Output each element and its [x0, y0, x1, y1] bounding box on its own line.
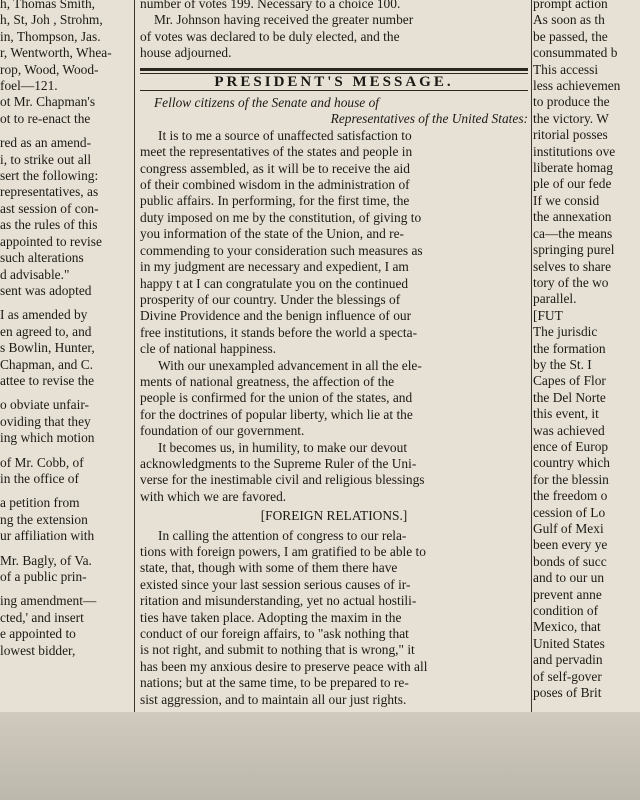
left-column-line: sent was adopted	[0, 282, 92, 298]
left-column-line: s Bowlin, Hunter,	[0, 340, 95, 356]
left-column-line: red as an amend-	[0, 135, 92, 151]
body-line: acknowledgments to the Supreme Ruler of the Uni-	[140, 455, 417, 471]
left-column-line: Mr. Bagly, of Va.	[0, 552, 92, 568]
right-column-line: condition of	[533, 603, 599, 619]
left-column-line	[0, 299, 130, 307]
result-line: house adjourned.	[140, 45, 232, 61]
body-line: is not right, and submit to nothing that is wrong," it	[140, 642, 415, 658]
left-column-line	[0, 585, 130, 593]
body-line: verse for the inestimable civil and religious blessings	[140, 472, 425, 488]
body-line: in my judgment are necessary and expedient, I am	[140, 259, 409, 275]
right-column-line: institutions ove	[533, 143, 616, 159]
paragraph-2	[140, 358, 528, 440]
body-line: happy t at I can congratulate you on the continued	[140, 275, 409, 291]
right-column-line: bonds of succ	[533, 553, 607, 569]
right-column-line: ritorial posses	[533, 127, 608, 143]
left-column-line: of Mr. Cobb, of	[0, 454, 84, 470]
right-column-line: been every ye	[533, 537, 608, 553]
result-line: of votes was declared to be duly elected, and the	[140, 28, 400, 44]
right-column-line: for the blessin	[533, 471, 609, 487]
right-column-line: The jurisdic	[533, 324, 598, 340]
left-column-line: ot Mr. Chapman's	[0, 94, 96, 110]
right-column-line: [FUT	[533, 307, 563, 323]
body-line: prosperity of our country. Under the blessings of	[140, 291, 401, 307]
left-column-line	[0, 127, 130, 135]
body-line: has been my anxious desire to preserve peace with all	[140, 658, 428, 674]
right-column-line: poses of Brit	[533, 685, 602, 701]
right-column-line: the formation	[533, 340, 606, 356]
right-column-line: This accessi	[533, 61, 599, 77]
body-line: state, that, though with some of them there have	[140, 560, 398, 576]
right-column-line: As soon as th	[533, 12, 605, 28]
result-line: Mr. Johnson having received the greater number	[154, 12, 414, 28]
article-heading: PRESIDENT'S MESSAGE.	[214, 73, 454, 90]
right-column-line: the victory. W	[533, 110, 609, 126]
right-column-line: Mexico, that	[533, 619, 601, 635]
left-column-line: rop, Wood, Wood-	[0, 61, 99, 77]
body-line: free institutions, it stands before the world a specta-	[140, 324, 418, 340]
right-column-line: this event, it	[533, 406, 599, 422]
left-column-line: a petition from	[0, 495, 80, 511]
left-column-line	[0, 545, 130, 553]
left-column-line: Chapman, and C.	[0, 356, 93, 372]
body-line: you information of the state of the Union, and re-	[140, 226, 405, 242]
right-column-line: ca—the means	[533, 225, 613, 241]
right-column-line: country which	[533, 455, 610, 471]
left-column-line: appointed to revise	[0, 233, 102, 249]
right-column-line: Gulf of Mexi	[533, 521, 604, 536]
right-column-line: prevent anne	[533, 586, 602, 602]
left-column-line: sert the following:	[0, 168, 99, 184]
paragraph-4	[140, 528, 528, 708]
left-column-line: ing amendment—	[0, 593, 97, 609]
right-column-line: be passed, the	[533, 28, 608, 44]
right-column-line: selves to share	[533, 258, 612, 274]
body-line: public affairs. In performing, for the first time, the	[140, 193, 410, 209]
body-line: with which we are favored.	[140, 488, 287, 504]
right-column-line: by the St. I	[533, 356, 592, 372]
right-column-line: If we consid	[533, 192, 600, 208]
left-column-line	[0, 389, 130, 397]
body-line: In calling the attention of congress to our rela-	[158, 527, 407, 543]
body-line: ritation and misunderstanding, yet no actual hostili-	[140, 593, 417, 609]
left-column-line: ur affiliation with	[0, 528, 95, 544]
left-column-line: oviding that they	[0, 413, 91, 429]
salutation-line-1: Fellow citizens of the Senate and house of	[154, 95, 379, 111]
left-column-line	[0, 487, 130, 495]
left-column-line: i, to strike out all	[0, 151, 92, 167]
body-line: foundation of our government.	[140, 423, 305, 439]
right-column-line: liberate homag	[533, 160, 613, 176]
right-column-line: was achieved	[533, 422, 605, 438]
subheading: [FOREIGN RELATIONS.]	[260, 508, 408, 524]
left-column-line: ast session of con-	[0, 200, 99, 216]
page-background	[0, 712, 640, 800]
left-column-line: o obviate unfair-	[0, 397, 89, 413]
result-line: number of votes 199. Necessary to a choice 100.	[140, 0, 401, 11]
right-column-line: ple of our fede	[533, 176, 612, 192]
right-column	[533, 0, 640, 701]
right-column-line: and pervadin	[533, 652, 603, 668]
right-column-line: springing purel	[533, 242, 615, 258]
left-column-line: in the office of	[0, 470, 79, 486]
right-column-line: tory of the wo	[533, 274, 609, 290]
column-rule-left	[134, 0, 135, 712]
body-line: cle of national happiness.	[140, 341, 277, 357]
left-column-line: representatives, as	[0, 184, 99, 200]
right-column-line: and to our un	[533, 570, 605, 586]
body-line: With our unexampled advancement in all the ele-	[158, 357, 422, 373]
body-line: for the doctrines of popular liberty, which lie at the	[140, 406, 413, 422]
left-column-line: d advisable."	[0, 266, 70, 282]
right-column-line: the freedom o	[533, 488, 608, 504]
left-column-line: foel—121.	[0, 78, 58, 94]
body-line: meet the representatives of the states and people in	[140, 144, 413, 160]
left-column-line: in, Thompson, Jas.	[0, 28, 101, 44]
left-column-line: attee to revise the	[0, 372, 95, 388]
body-line: ties have taken place. Adopting the maxim in the	[140, 609, 402, 625]
middle-column	[140, 0, 528, 708]
right-column-line: prompt action	[533, 0, 608, 11]
body-line: ments of national greatness, the affection of the	[140, 373, 395, 389]
left-column-line	[0, 447, 130, 455]
left-column-line: r, Wentworth, Whea-	[0, 45, 112, 61]
right-column-line: consummated b	[533, 45, 618, 61]
paragraph-3	[140, 440, 528, 506]
left-column-line: en agreed to, and	[0, 323, 92, 339]
right-column-line: less achievemen	[533, 78, 621, 94]
left-column-line: e appointed to	[0, 626, 76, 642]
left-column-line: ing which motion	[0, 430, 95, 446]
column-rule-right	[531, 0, 532, 712]
right-column-line: cession of Lo	[533, 504, 606, 520]
left-column-line: h, St, Joh , Strohm,	[0, 12, 103, 28]
right-column-line: to produce the	[533, 94, 610, 110]
left-column-line: lowest bidder,	[0, 642, 76, 658]
right-column-line: of self-gover	[533, 668, 602, 684]
body-line: conduct of our foreign affairs, to "ask nothing that	[140, 626, 409, 642]
left-column-line: such alterations	[0, 250, 84, 266]
body-line: people is confirmed for the union of the states, and	[140, 390, 413, 406]
body-line: Divine Providence and the benign influence of our	[140, 308, 412, 324]
right-column-line: the annexation	[533, 209, 612, 225]
right-column-line: parallel.	[533, 291, 577, 307]
left-column-line: cted,' and insert	[0, 609, 84, 625]
right-column-line: the Del Norte	[533, 389, 606, 405]
left-column-line: as the rules of this	[0, 217, 98, 233]
left-column-line: h, Thomas Smith,	[0, 0, 95, 11]
body-line: duty imposed on me by the constitution, of giving to	[140, 209, 422, 225]
body-line: commending to your consideration such measures as	[140, 242, 423, 258]
body-line: sist aggression, and to maintain all our just rights.	[140, 691, 407, 707]
left-column-line: of a public prin-	[0, 569, 87, 584]
right-column-line: Capes of Flor	[533, 373, 606, 389]
body-line: of their combined wisdom in the administration of	[140, 177, 410, 193]
body-line: tions with foreign powers, I am gratified to be able to	[140, 544, 426, 559]
body-line: nations; but at the same time, to be prepared to re-	[140, 675, 409, 691]
right-column-line: United States	[533, 635, 605, 651]
right-column-line: ence of Europ	[533, 438, 609, 454]
left-column-line: I as amended by	[0, 307, 88, 323]
salutation-line-2: Representatives of the United States:	[330, 111, 528, 127]
body-line: existed since your last session serious causes of ir-	[140, 576, 411, 592]
body-line: congress assembled, as it will be to receive the aid	[140, 160, 410, 176]
left-column	[0, 0, 130, 659]
body-line: It becomes us, in humility, to make our devout	[158, 439, 408, 455]
left-column-line: ng the extension	[0, 511, 88, 527]
body-line: It is to me a source of unaffected satisfaction to	[158, 127, 412, 143]
left-column-line: ot to re-enact the	[0, 110, 91, 126]
paragraph-1	[140, 128, 528, 358]
